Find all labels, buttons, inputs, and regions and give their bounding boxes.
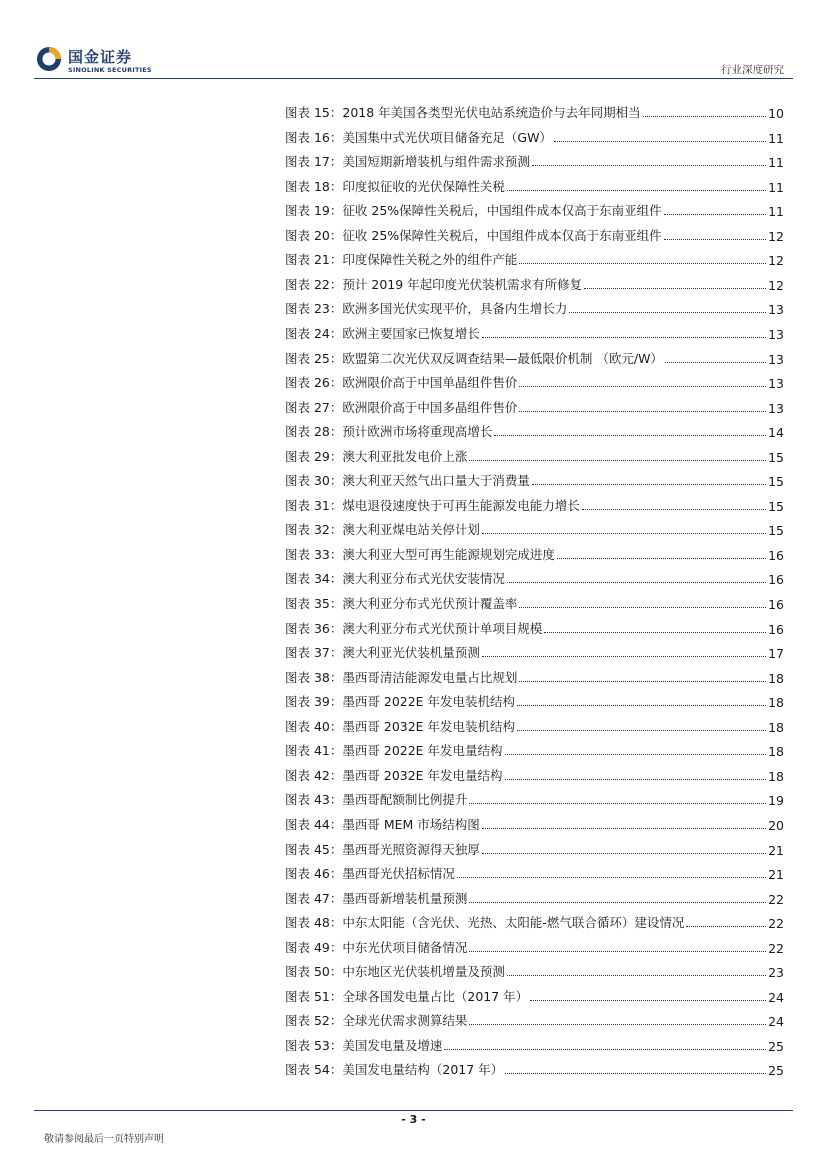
toc-entry-page: 18 bbox=[768, 744, 784, 760]
toc-entry-title: 澳大利亚煤电站关停计划 bbox=[342, 522, 480, 538]
toc-entry-page: 11 bbox=[768, 130, 784, 146]
toc-entry-label: 图表 30： bbox=[285, 473, 343, 489]
toc-entry-label: 图表 29： bbox=[285, 448, 343, 464]
toc-dot-leader bbox=[519, 607, 766, 608]
toc-entry-page: 22 bbox=[768, 916, 784, 932]
toc-entry-page: 22 bbox=[768, 891, 784, 907]
toc-entry-title: 欧洲多国光伏实现平价，具备内生增长力 bbox=[342, 301, 568, 317]
toc-entry-label: 图表 40： bbox=[285, 718, 343, 734]
toc-dot-leader bbox=[519, 263, 766, 264]
toc-entry[interactable] bbox=[285, 688, 784, 710]
toc-entry-title: 全球各国发电量占比（2017 年） bbox=[342, 988, 529, 1004]
toc-dot-leader bbox=[582, 509, 766, 510]
toc-entry[interactable] bbox=[285, 909, 784, 931]
toc-entry-title: 欧洲主要国家已恢复增长 bbox=[342, 325, 480, 341]
toc-entry[interactable] bbox=[285, 516, 784, 538]
toc-dot-leader bbox=[505, 779, 767, 780]
toc-entry-page: 18 bbox=[768, 695, 784, 711]
toc-dot-leader bbox=[482, 533, 766, 534]
toc-entry-page: 19 bbox=[768, 793, 784, 809]
toc-entry-page: 25 bbox=[768, 1063, 784, 1079]
toc-entry[interactable] bbox=[285, 615, 784, 637]
toc-entry-page: 21 bbox=[768, 867, 784, 883]
toc-entry[interactable] bbox=[285, 860, 784, 882]
toc-entry-title: 全球光伏需求测算结果 bbox=[342, 1013, 468, 1029]
toc-entry[interactable] bbox=[285, 664, 784, 686]
toc-entry-label: 图表 15： bbox=[285, 105, 343, 120]
toc-entry[interactable] bbox=[285, 786, 784, 808]
toc-entry-title: 美国集中式光伏项目储备充足（GW） bbox=[342, 129, 552, 145]
toc-entry[interactable] bbox=[285, 492, 784, 514]
toc-entry-title: 澳大利亚分布式光伏预计单项目规模 bbox=[342, 620, 543, 636]
toc-dot-leader bbox=[517, 730, 766, 731]
toc-entry-page: 16 bbox=[768, 621, 784, 637]
toc-dot-leader bbox=[507, 975, 766, 976]
toc-entry-label: 图表 20： bbox=[285, 227, 343, 243]
toc-entry[interactable] bbox=[285, 1032, 784, 1054]
toc-entry-label: 图表 18： bbox=[285, 178, 343, 194]
toc-entry[interactable] bbox=[285, 197, 784, 219]
toc-entry-label: 图表 49： bbox=[285, 939, 343, 955]
company-logo bbox=[36, 46, 156, 76]
toc-entry-page: 13 bbox=[768, 400, 784, 416]
toc-entry[interactable] bbox=[285, 271, 784, 293]
toc-entry[interactable] bbox=[285, 246, 784, 268]
toc-entry[interactable] bbox=[285, 394, 784, 416]
toc-dot-leader bbox=[505, 754, 767, 755]
toc-dot-leader bbox=[505, 1073, 766, 1074]
toc-entry[interactable] bbox=[285, 885, 784, 907]
toc-entry-page: 20 bbox=[768, 817, 784, 833]
toc-entry[interactable] bbox=[285, 737, 784, 759]
toc-entry-page: 15 bbox=[768, 523, 784, 539]
toc-entry-label: 图表 27： bbox=[285, 399, 343, 415]
toc-dot-leader bbox=[507, 190, 766, 191]
toc-entry[interactable] bbox=[285, 565, 784, 587]
toc-dot-leader bbox=[569, 312, 766, 313]
toc-dot-leader bbox=[584, 288, 766, 289]
toc-entry-label: 图表 42： bbox=[285, 767, 343, 783]
toc-entry[interactable] bbox=[285, 1007, 784, 1029]
header-divider bbox=[34, 78, 793, 79]
toc-entry[interactable] bbox=[285, 369, 784, 391]
toc-entry-title: 澳大利亚大型可再生能源规划完成进度 bbox=[342, 546, 555, 562]
toc-entry[interactable] bbox=[285, 124, 784, 146]
toc-dot-leader bbox=[664, 239, 766, 240]
toc-entry-title: 美国发电量结构（2017 年） bbox=[342, 1062, 504, 1078]
toc-dot-leader bbox=[517, 705, 766, 706]
toc-entry-label: 图表 19： bbox=[285, 203, 343, 219]
toc-entry-title: 中东太阳能（含光伏、光热、太阳能-燃气联合循环）建设情况 bbox=[342, 915, 685, 931]
toc-entry-page: 13 bbox=[768, 351, 784, 367]
toc-dot-leader bbox=[519, 386, 766, 387]
toc-dot-leader bbox=[664, 214, 766, 215]
toc-entry-label: 图表 16： bbox=[285, 129, 343, 145]
toc-entry-label: 图表 26： bbox=[285, 375, 343, 391]
toc-entry-title: 墨西哥光照资源得天独厚 bbox=[342, 841, 480, 857]
toc-entry-title: 欧洲限价高于中国多晶组件售价 bbox=[342, 399, 518, 415]
toc-entry-page: 25 bbox=[768, 1038, 784, 1054]
toc-entry-title: 墨西哥 2032E 年发电装机结构 bbox=[342, 718, 516, 734]
toc-entry-label: 图表 54： bbox=[285, 1062, 343, 1078]
toc-entry-title: 美国发电量及增速 bbox=[342, 1037, 443, 1053]
toc-entry-page: 13 bbox=[768, 376, 784, 392]
toc-dot-leader bbox=[482, 656, 766, 657]
toc-entry-page: 16 bbox=[768, 597, 784, 612]
toc-entry-title: 欧洲限价高于中国单晶组件售价 bbox=[342, 375, 518, 391]
toc-entry-label: 图表 17： bbox=[285, 154, 343, 170]
toc-entry-title: 澳大利亚分布式光伏安装情况 bbox=[342, 571, 505, 587]
toc-entry-page: 21 bbox=[768, 842, 784, 858]
toc-entry-label: 图表 28： bbox=[285, 424, 343, 440]
toc-entry[interactable] bbox=[285, 1056, 784, 1078]
toc-dot-leader bbox=[469, 1024, 766, 1025]
toc-entry[interactable] bbox=[285, 295, 784, 317]
toc-dot-leader bbox=[519, 681, 766, 682]
toc-entry-page: 12 bbox=[768, 277, 784, 293]
toc-entry-title: 征收 25%保障性关税后，中国组件成本仅高于东南亚组件 bbox=[342, 227, 662, 243]
toc-entry-label: 图表 33： bbox=[285, 546, 343, 562]
toc-entry[interactable] bbox=[285, 99, 784, 121]
toc-entry-page: 13 bbox=[768, 326, 784, 342]
toc-dot-leader bbox=[507, 582, 766, 583]
toc-entry-title: 墨西哥 2022E 年发电装机结构 bbox=[342, 694, 516, 710]
toc-entry-page: 22 bbox=[768, 940, 784, 956]
toc-entry[interactable] bbox=[285, 345, 784, 367]
toc-dot-leader bbox=[665, 362, 766, 363]
toc-entry-label: 图表 32： bbox=[285, 522, 343, 538]
toc-entry-label: 图表 25： bbox=[285, 350, 343, 366]
toc-entry-page: 15 bbox=[768, 449, 784, 465]
toc-entry-label: 图表 45： bbox=[285, 841, 343, 857]
toc-entry[interactable] bbox=[285, 639, 784, 661]
toc-entry-page: 11 bbox=[768, 179, 784, 195]
toc-entry[interactable] bbox=[285, 934, 784, 956]
toc-entry-label: 图表 23： bbox=[285, 301, 343, 317]
toc-entry-page: 10 bbox=[768, 106, 784, 121]
toc-entry-label: 图表 22： bbox=[285, 276, 343, 292]
toc-entry-page: 16 bbox=[768, 547, 784, 563]
toc-dot-leader bbox=[532, 484, 766, 485]
toc-entry-page: 15 bbox=[768, 474, 784, 490]
toc-entry-title: 中东光伏项目储备情况 bbox=[342, 939, 468, 955]
toc-entry-title: 墨西哥清洁能源发电量占比规划 bbox=[342, 669, 518, 685]
toc-entry-title: 澳大利亚光伏装机量预测 bbox=[342, 645, 480, 661]
toc-dot-leader bbox=[469, 951, 766, 952]
toc-entry-title: 中东地区光伏装机增量及预测 bbox=[342, 964, 505, 980]
toc-entry[interactable] bbox=[285, 443, 784, 465]
logo-chinese-name: 国金证券 bbox=[68, 48, 133, 66]
toc-entry-title: 墨西哥新增装机量预测 bbox=[342, 890, 468, 906]
toc-entry-page: 12 bbox=[768, 228, 784, 244]
toc-entry-label: 图表 39： bbox=[285, 694, 343, 710]
toc-entry[interactable] bbox=[285, 590, 784, 612]
sinolink-logo-icon bbox=[36, 46, 62, 72]
toc-entry-label: 图表 24： bbox=[285, 325, 343, 341]
toc-entry-page: 18 bbox=[768, 719, 784, 735]
toc-entry[interactable] bbox=[285, 148, 784, 170]
toc-entry-title: 墨西哥 MEM 市场结构图 bbox=[342, 816, 480, 832]
toc-entry-title: 2018 年美国各类型光伏电站系统造价与去年同期相当 bbox=[342, 105, 641, 120]
toc-entry[interactable] bbox=[285, 320, 784, 342]
toc-entry-page: 23 bbox=[768, 965, 784, 981]
toc-entry-page: 11 bbox=[768, 155, 784, 171]
report-category: 行业深度研究 bbox=[721, 64, 784, 76]
toc-entry-title: 澳大利亚批发电价上涨 bbox=[342, 448, 468, 464]
toc-entry-label: 图表 37： bbox=[285, 645, 343, 661]
toc-entry[interactable] bbox=[285, 811, 784, 833]
toc-entry[interactable] bbox=[285, 467, 784, 489]
toc-entry-label: 图表 47： bbox=[285, 890, 343, 906]
toc-entry-title: 欧盟第二次光伏双反调查结果—最低限价机制 （欧元/W） bbox=[342, 350, 663, 366]
toc-entry-title: 墨西哥配额制比例提升 bbox=[342, 792, 468, 808]
toc-entry-label: 图表 41： bbox=[285, 743, 343, 759]
toc-entry-title: 征收 25%保障性关税后，中国组件成本仅高于东南亚组件 bbox=[342, 203, 662, 219]
page-number: - 3 - bbox=[401, 1113, 426, 1126]
toc-entry[interactable] bbox=[285, 713, 784, 735]
toc-dot-leader bbox=[457, 877, 766, 878]
toc-entry-label: 图表 36： bbox=[285, 620, 343, 636]
toc-entry[interactable] bbox=[285, 173, 784, 195]
toc-entry-title: 澳大利亚分布式光伏预计覆盖率 bbox=[342, 596, 518, 611]
toc-entry[interactable] bbox=[285, 222, 784, 244]
toc-dot-leader bbox=[482, 853, 766, 854]
toc-entry-title: 墨西哥光伏招标情况 bbox=[342, 866, 455, 882]
toc-entry[interactable] bbox=[285, 958, 784, 980]
toc-entry-title: 印度保障性关税之外的组件产能 bbox=[342, 252, 518, 268]
toc-entry[interactable] bbox=[285, 762, 784, 784]
toc-dot-leader bbox=[494, 435, 766, 436]
toc-dot-leader bbox=[557, 558, 766, 559]
toc-entry-label: 图表 35： bbox=[285, 596, 343, 611]
toc-entry-title: 预计欧洲市场将重现高增长 bbox=[342, 424, 493, 440]
toc-entry-page: 18 bbox=[768, 670, 784, 686]
toc-entry-page: 16 bbox=[768, 572, 784, 588]
toc-entry[interactable] bbox=[285, 418, 784, 440]
disclaimer-note: 敬请参阅最后一页特别声明 bbox=[44, 1134, 164, 1145]
toc-entry-page: 12 bbox=[768, 253, 784, 269]
toc-entry-page: 18 bbox=[768, 768, 784, 784]
toc-entry-label: 图表 31： bbox=[285, 497, 343, 513]
toc-entry-label: 图表 50： bbox=[285, 964, 343, 980]
toc-dot-leader bbox=[469, 803, 766, 804]
toc-entry-label: 图表 51： bbox=[285, 988, 343, 1004]
toc-entry-page: 24 bbox=[768, 1014, 784, 1030]
toc-entry-label: 图表 44： bbox=[285, 816, 343, 832]
toc-entry-title: 印度拟征收的光伏保障性关税 bbox=[342, 178, 505, 194]
toc-entry-page: 24 bbox=[768, 989, 784, 1005]
toc-dot-leader bbox=[530, 1000, 766, 1001]
toc-dot-leader bbox=[482, 828, 766, 829]
toc-dot-leader bbox=[482, 337, 766, 338]
toc-dot-leader bbox=[544, 632, 766, 633]
toc-dot-leader bbox=[643, 116, 766, 117]
toc-entry-title: 墨西哥 2032E 年发电量结构 bbox=[342, 767, 503, 783]
toc-entry-label: 图表 34： bbox=[285, 571, 343, 587]
toc-dot-leader bbox=[444, 1049, 766, 1050]
toc-entry-title: 澳大利亚天然气出口量大于消费量 bbox=[342, 473, 530, 489]
toc-dot-leader bbox=[686, 926, 766, 927]
toc-entry-title: 墨西哥 2022E 年发电量结构 bbox=[342, 743, 503, 759]
toc-entry-label: 图表 48： bbox=[285, 915, 343, 931]
toc-entry-page: 15 bbox=[768, 498, 784, 514]
toc-entry-label: 图表 21： bbox=[285, 252, 343, 268]
toc-dot-leader bbox=[554, 141, 766, 142]
toc-entry-label: 图表 52： bbox=[285, 1013, 343, 1029]
toc-entry[interactable] bbox=[285, 836, 784, 858]
toc-entry-label: 图表 38： bbox=[285, 669, 343, 685]
toc-entry-page: 13 bbox=[768, 302, 784, 318]
toc-dot-leader bbox=[469, 902, 766, 903]
logo-english-name: SINOLINK SECURITIES bbox=[68, 66, 152, 74]
toc-entry-page: 11 bbox=[768, 204, 784, 220]
toc-entry-title: 煤电退役速度快于可再生能源发电能力增长 bbox=[342, 497, 580, 513]
toc-entry-label: 图表 46： bbox=[285, 866, 343, 882]
toc-entry[interactable] bbox=[285, 541, 784, 563]
toc-entry-title: 美国短期新增装机与组件需求预测 bbox=[342, 154, 530, 170]
toc-dot-leader bbox=[469, 460, 766, 461]
toc-dot-leader bbox=[519, 411, 766, 412]
toc-entry-page: 17 bbox=[768, 646, 784, 662]
footer-divider bbox=[34, 1110, 793, 1111]
toc-entry[interactable] bbox=[285, 983, 784, 1005]
toc-dot-leader bbox=[532, 165, 766, 166]
toc-entry-title: 预计 2019 年起印度光伏装机需求有所修复 bbox=[342, 276, 583, 292]
toc-entry-page: 14 bbox=[768, 425, 784, 441]
toc-entry-label: 图表 53： bbox=[285, 1037, 343, 1053]
toc-entry-label: 图表 43： bbox=[285, 792, 343, 808]
